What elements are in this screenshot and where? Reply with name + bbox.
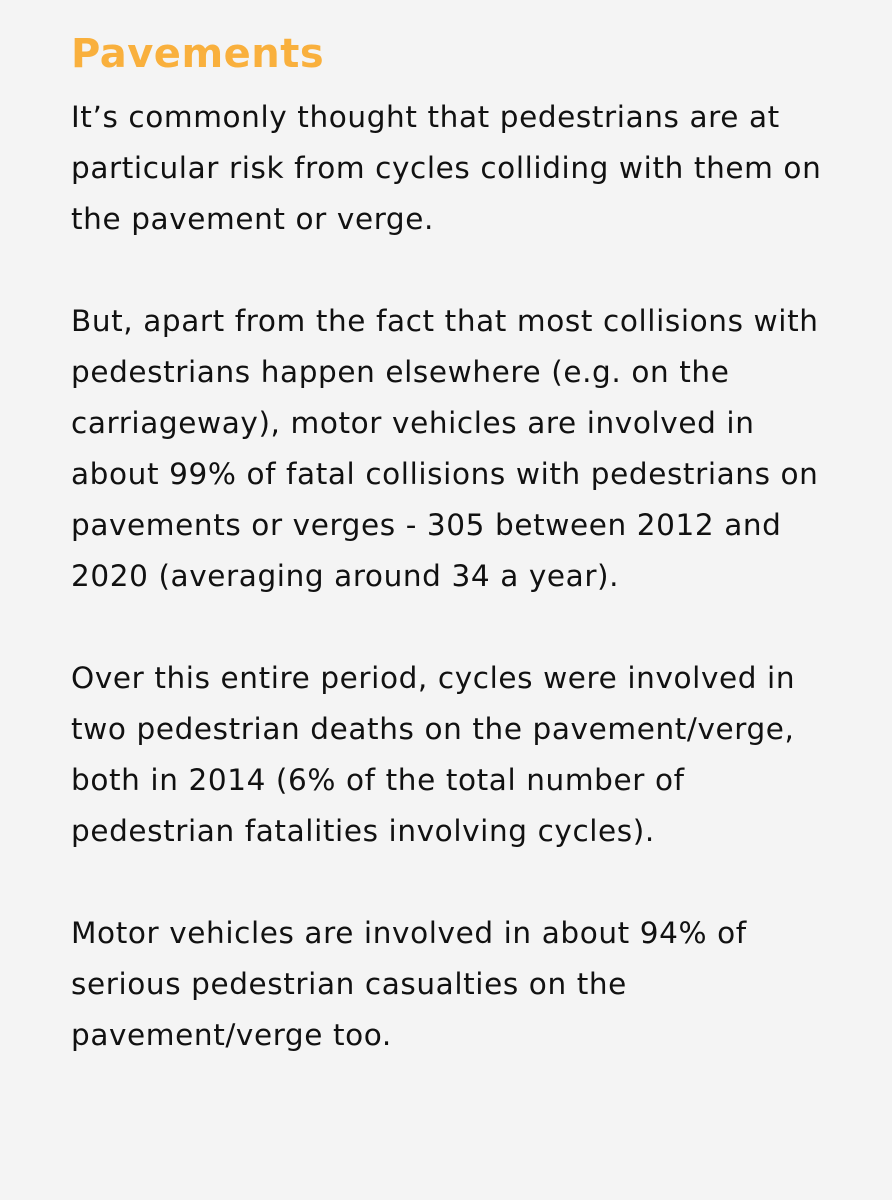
paragraph-intro: It’s commonly thought that pedestrians are at particular risk from cycles colliding with them on the pavement or verge. bbox=[71, 100, 822, 236]
paragraph-fatal-collisions: But, apart from the fact that most collisions with pedestrians happen elsewhere (e.g. on the carriageway), motor vehicles are involved in about 99% of fatal collisions with pedestrians on pavements or verges - 305 between 2012 and 2020 (averaging around 34 a year). bbox=[71, 304, 819, 593]
paragraph-cycle-deaths: Over this entire period, cycles were involved in two pedestrian deaths on the pavement/verge, both in 2014 (6% of the total number of pedestrian fatalities involving cycles). bbox=[71, 661, 796, 848]
section-heading: Pavements bbox=[71, 31, 325, 77]
paragraph-serious-casualties: Motor vehicles are involved in about 94% of serious pedestrian casualties on the pavement/verge too. bbox=[71, 916, 747, 1052]
